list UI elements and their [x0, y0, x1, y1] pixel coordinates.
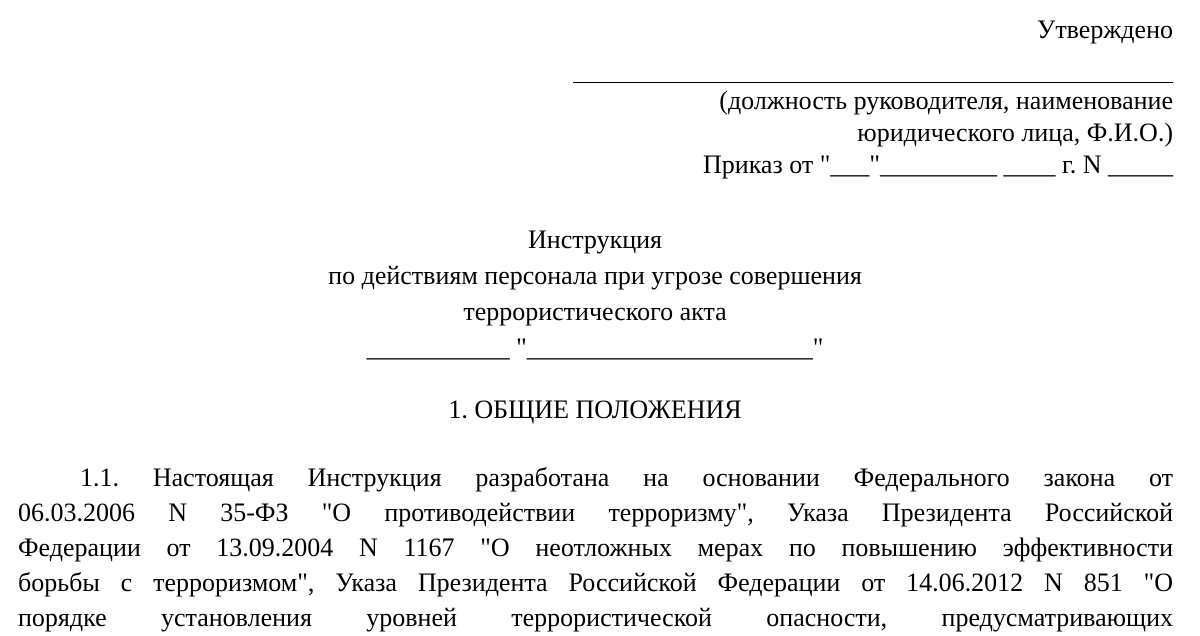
paragraph-line: Федерации от 13.09.2004 N 1167 "О неотложных мерах по повышению эффективности: [18, 533, 1173, 562]
paragraph-line: борьбы с терроризмом", Указа Президента Российской Федерации от 14.06.2012 N 851 "О: [18, 568, 1173, 597]
signature-line: [573, 54, 1173, 83]
paragraph-line: 06.03.2006 N 35-ФЗ "О противодействии терроризму", Указа Президента Российской: [18, 498, 1173, 527]
paragraph-1-1: [18, 460, 1173, 635]
section-heading: 1. ОБЩИЕ ПОЛОЖЕНИЯ: [448, 395, 742, 424]
title-line-4: ___________ "______________________": [366, 333, 824, 362]
position-caption-line-1: (должность руководителя, наименование: [719, 86, 1173, 115]
paragraph-line: 1.1. Настоящая Инструкция разработана на основании Федерального закона от: [80, 463, 1173, 492]
document-title: [0, 222, 1190, 366]
title-line-3: террористического акта: [463, 297, 727, 326]
approval-block: [573, 14, 1173, 181]
paragraph-line: порядке установления уровней террористической опасности, предусматривающих: [18, 603, 1173, 632]
position-caption-line-2: юридического лица, Ф.И.О.): [857, 118, 1173, 147]
title-line-1: Инструкция: [528, 225, 662, 254]
approved-label: Утверждено: [1036, 15, 1173, 44]
order-line: Приказ от "___"_________ ____ г. N _____: [703, 150, 1173, 179]
title-line-2: по действиям персонала при угрозе совершения: [328, 261, 862, 290]
